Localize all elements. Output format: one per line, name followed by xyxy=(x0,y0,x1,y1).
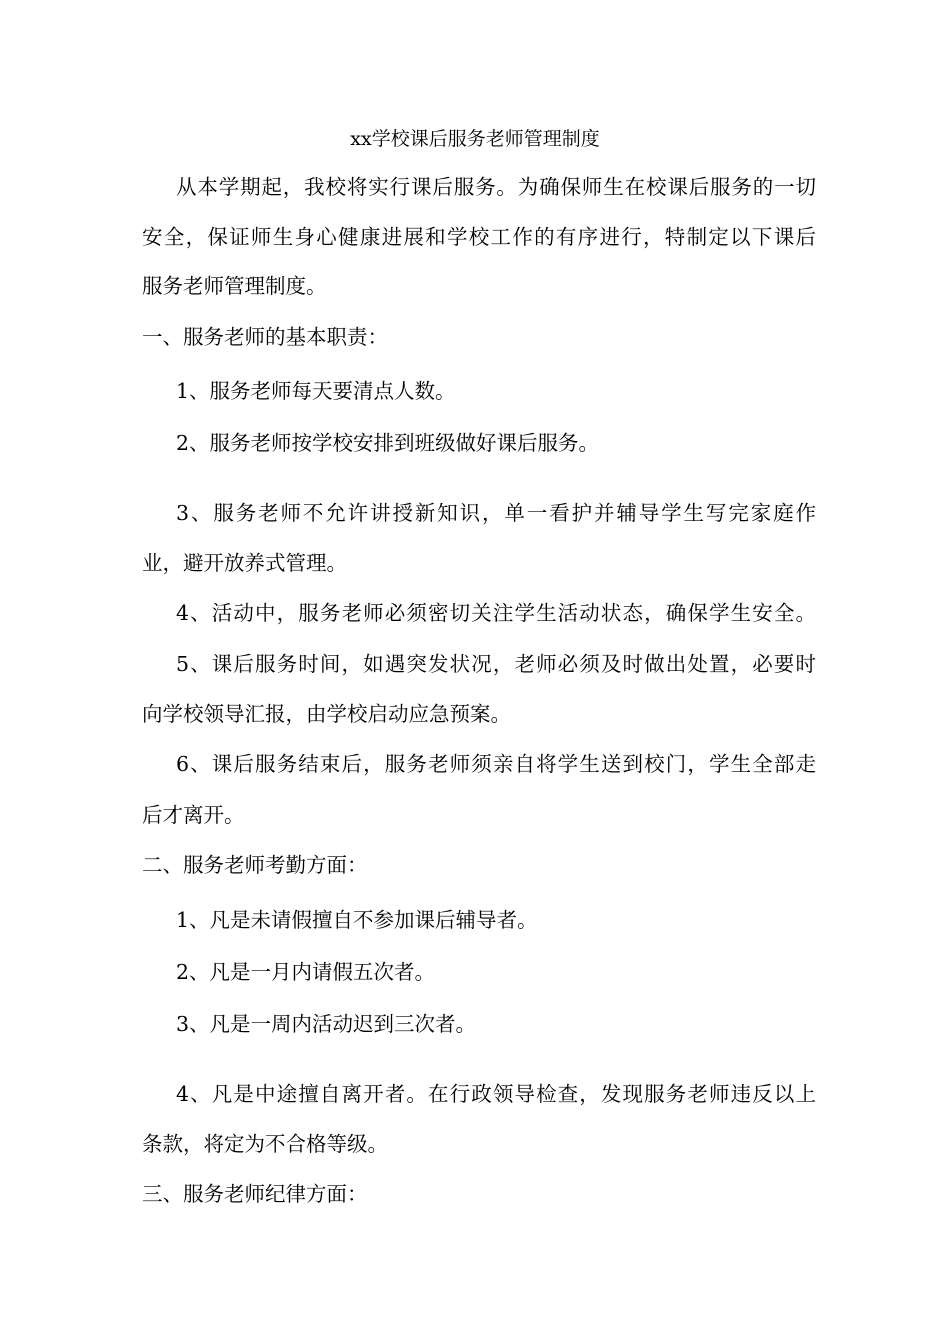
section2-item4-line2: 条款，将定为不合格等级。 xyxy=(142,1132,388,1156)
section1-item5-line1: 5、课后服务时间，如遇突发状况，老师必须及时做出处置，必要时 xyxy=(176,652,816,676)
section1-item6-line2: 后才离开。 xyxy=(142,803,245,827)
section2-item2: 2、凡是一月内请假五次者。 xyxy=(176,960,436,984)
section2-heading: 二、服务老师考勤方面： xyxy=(142,853,368,877)
document-title: xx学校课后服务老师管理制度 xyxy=(350,128,600,150)
section1-item5-line2: 向学校领导汇报，由学校启动应急预案。 xyxy=(142,702,511,726)
section3-heading: 三、服务老师纪律方面： xyxy=(142,1182,368,1206)
section2-item4-line1: 4、凡是中途擅自离开者。在行政领导检查，发现服务老师违反以上 xyxy=(176,1082,816,1106)
section2-item1: 1、凡是未请假擅自不参加课后辅导者。 xyxy=(176,908,538,932)
section1-item2: 2、服务老师按学校安排到班级做好课后服务。 xyxy=(176,431,600,455)
intro-line-3: 服务老师管理制度。 xyxy=(142,274,327,298)
intro-line-1: 从本学期起，我校将实行课后服务。为确保师生在校课后服务的一切 xyxy=(176,175,816,199)
intro-line-2: 安全，保证师生身心健康进展和学校工作的有序进行，特制定以下课后 xyxy=(142,225,816,249)
section1-item3-line1: 3、服务老师不允许讲授新知识，单一看护并辅导学生写完家庭作 xyxy=(176,501,816,525)
section1-item3-line2: 业，避开放养式管理。 xyxy=(142,551,347,575)
section1-heading: 一、服务老师的基本职责： xyxy=(142,325,388,349)
section1-item6-line1: 6、课后服务结束后，服务老师须亲自将学生送到校门，学生全部走 xyxy=(176,752,816,776)
section2-item3: 3、凡是一周内活动迟到三次者。 xyxy=(176,1012,477,1036)
section1-item1: 1、服务老师每天要清点人数。 xyxy=(176,379,456,403)
section1-item4: 4、活动中，服务老师必须密切关注学生活动状态，确保学生安全。 xyxy=(176,601,816,625)
